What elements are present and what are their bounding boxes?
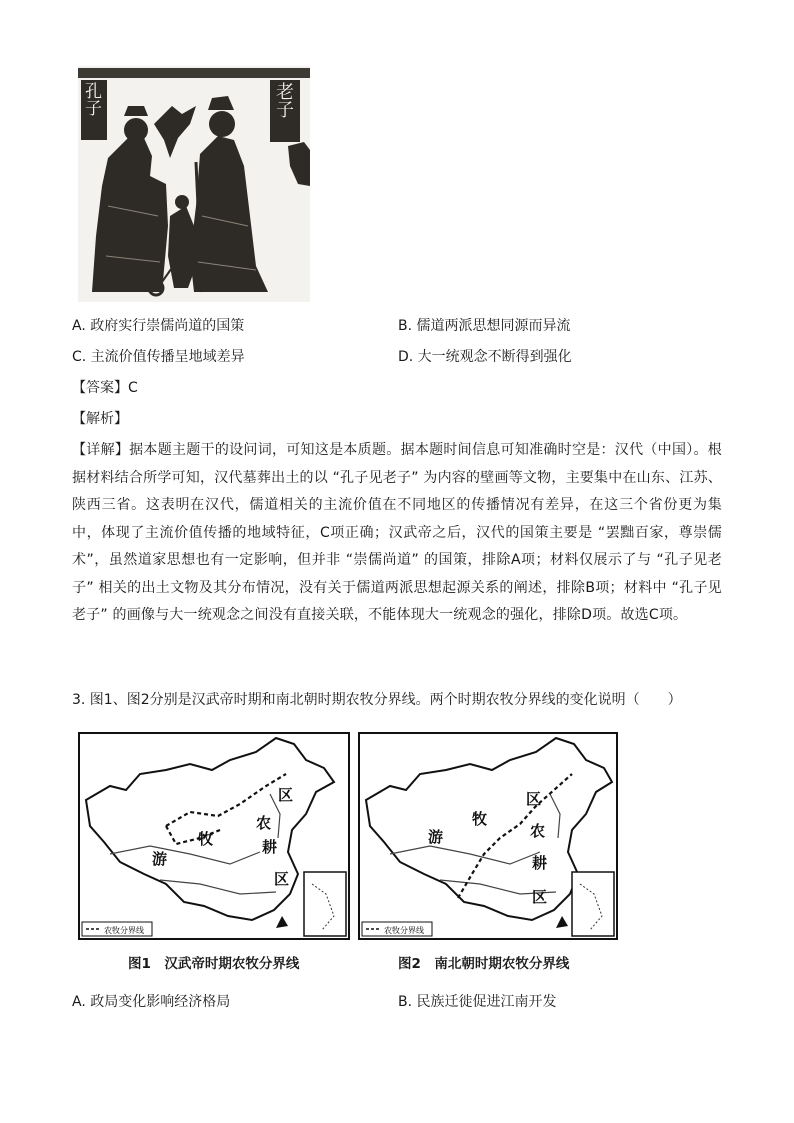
map2-caption: 图2 南北朝时期农牧分界线	[398, 956, 570, 972]
map1-caption: 图1 汉武帝时期农牧分界线	[128, 956, 300, 972]
map1-label-4: 耕	[262, 838, 278, 856]
option-b: B. 儒道两派思想同源而异流	[398, 318, 571, 334]
map2-label-0: 区	[526, 790, 542, 808]
map2-label-1: 牧	[472, 810, 488, 828]
map2-label-2: 农	[530, 822, 546, 840]
option-c: C. 主流价值传播呈地域差异	[72, 349, 245, 365]
left-plaque-text: 孔子	[81, 82, 101, 116]
option-d: D. 大一统观念不断得到强化	[398, 349, 572, 365]
analysis-label: 【解析】	[72, 411, 128, 427]
detail-explanation: 【详解】据本题主题干的设问词，可知这是本质题。据本题时间信息可知准确时空是：汉代（中国）。根据材料结合所学可知，汉代墓葬出土的以 “孔子见老子” 为内容的壁画等文物，主要集中在山东、江苏、陕西三省。这表明在汉代，儒道相关的主流价值在不同地区的传播情况有差异，在这三个省份更为集中，体现了主流价值传播的地域特征，C项正确；汉武帝之后，汉代的国策主要是 “罢黜百家，尊崇儒术”，虽然道家思想也有一定影响，但并非 “崇儒尚道” 的国策，排除A项；材料仅展示了与 “孔子见老子” 相关的出土文物及其分布情况，没有关于儒道两派思想起源关系的阐述，排除B项；材料中 “孔子见老子” 的画像与大一统观念之间没有直接关联，不能体现大一统观念的强化，排除D项。故选C项。	[72, 442, 722, 623]
map2-label-4: 耕	[532, 854, 548, 872]
option-a: A. 政府实行崇儒尚道的国策	[72, 318, 245, 334]
map1-label-3: 游	[152, 850, 168, 868]
right-plaque-text: 老子	[273, 82, 294, 118]
map-figure-2	[358, 732, 618, 940]
answer-label: 【答案】C	[72, 380, 138, 396]
q3-option-b: B. 民族迁徙促进江南开发	[398, 994, 557, 1010]
china-map-2	[360, 734, 616, 938]
map2-label-3: 游	[428, 828, 444, 846]
map2-label-5: 区	[532, 888, 548, 906]
china-map-1	[80, 734, 348, 938]
map1-label-0: 牧	[198, 830, 214, 848]
map1-label-2: 农	[256, 814, 272, 832]
question-3-stem: 3. 图1、图2分别是汉武帝时期和南北朝时期农牧分界线。两个时期农牧分界线的变化说明（ ）	[72, 692, 682, 708]
map1-label-5: 区	[274, 870, 290, 888]
map1-legend: 农牧分界线	[104, 926, 144, 935]
map1-label-1: 区	[278, 786, 294, 804]
map-figure-1	[78, 732, 350, 940]
relief-image	[78, 66, 310, 302]
map2-legend: 农牧分界线	[384, 926, 424, 935]
q3-option-a: A. 政局变化影响经济格局	[72, 994, 231, 1010]
